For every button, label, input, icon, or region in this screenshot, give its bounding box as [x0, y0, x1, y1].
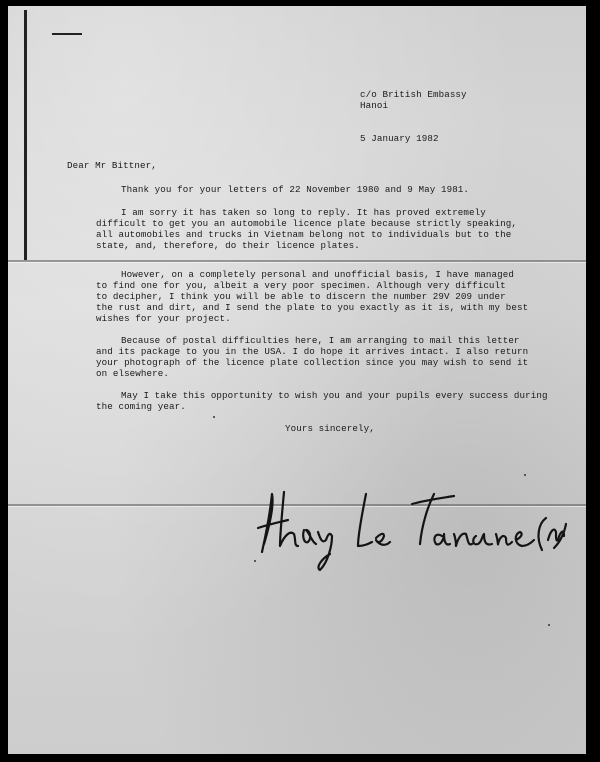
- margin-rule: [24, 10, 27, 260]
- paper-speck: [213, 416, 215, 418]
- letter-sheet: [8, 6, 586, 754]
- address-line-2: Hanoi: [360, 100, 389, 111]
- paper-speck: [524, 474, 526, 476]
- paragraph-4-line-4: on elsewhere.: [96, 368, 169, 379]
- paragraph-3-line-4: the rust and dirt, and I send the plate to you exactly as it is, with my best: [96, 302, 529, 313]
- paragraph-3-line-2: to find one for you, albeit a very poor specimen. Although very difficult: [96, 280, 506, 291]
- paper-speck: [254, 560, 256, 562]
- paragraph-3-line-5: wishes for your project.: [96, 313, 231, 324]
- signature-text: Hilary le Fanteme (Miss): [250, 484, 265, 485]
- paragraph-4-line-1: Because of postal difficulties here, I am arranging to mail this letter: [121, 335, 520, 346]
- paragraph-4-line-3: your photograph of the licence plate collection since you may wish to send it: [96, 357, 529, 368]
- fold-crease-top: [8, 260, 586, 262]
- paragraph-3-line-3: to decipher, I think you will be able to discern the number 29V 209 under: [96, 291, 506, 302]
- paragraph-2-line-3: all automobiles and trucks in Vietnam belong not to individuals but to the: [96, 229, 512, 240]
- corner-mark: [52, 33, 82, 35]
- paragraph-3-line-1: However, on a completely personal and unofficial basis, I have managed: [121, 269, 514, 280]
- handwritten-signature: [250, 484, 568, 574]
- paragraph-1-line-1: Thank you for your letters of 22 November 1980 and 9 May 1981.: [121, 184, 470, 195]
- paragraph-2-line-2: difficult to get you an automobile licence plate because strictly speaking,: [96, 218, 518, 229]
- address-line-1: c/o British Embassy: [360, 89, 467, 100]
- paragraph-2-line-4: state, and, therefore, do their licence plates.: [96, 240, 360, 251]
- paper-speck: [548, 624, 550, 626]
- paragraph-2-line-1: I am sorry it has taken so long to reply. It has proved extremely: [121, 207, 486, 218]
- paragraph-4-line-2: and its package to you in the USA. I do hope it arrives intact. I also return: [96, 346, 529, 357]
- letter-date: 5 January 1982: [360, 133, 439, 144]
- salutation: Dear Mr Bittner,: [67, 160, 157, 171]
- paragraph-5-line-1: May I take this opportunity to wish you and your pupils every success during: [121, 390, 548, 401]
- closing: Yours sincerely,: [285, 423, 375, 434]
- paragraph-5-line-2: the coming year.: [96, 401, 186, 412]
